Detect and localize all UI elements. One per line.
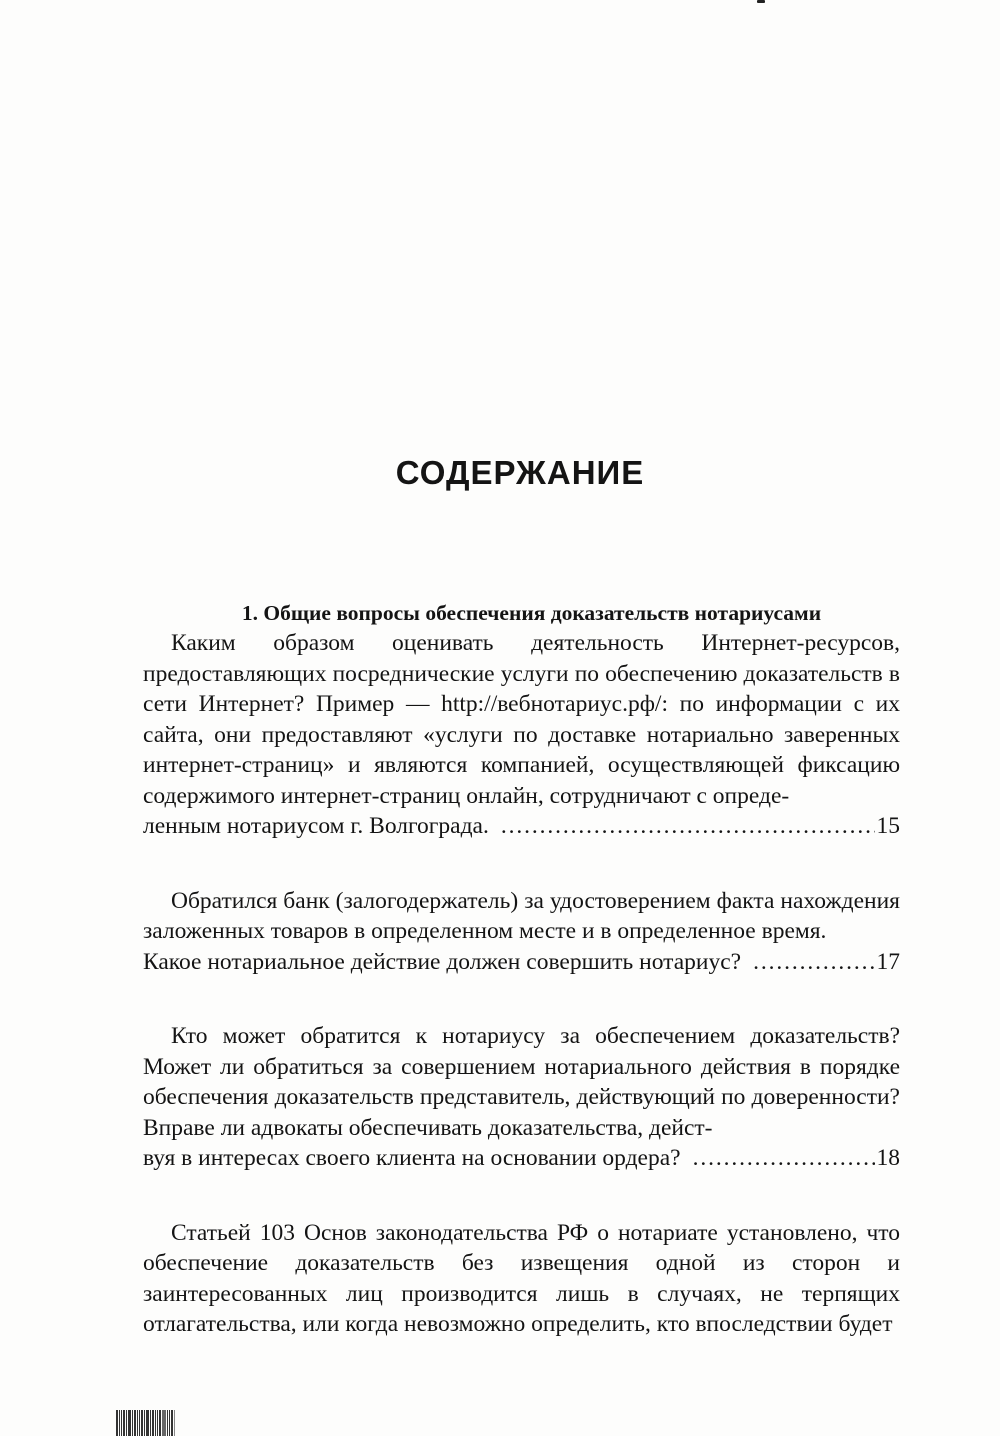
toc-entry-last-line <box>143 947 900 978</box>
spacer <box>143 842 900 886</box>
toc-entry-text: Статьей 103 Основ законодательства РФ о нотариате установлено, что обеспечение доказательств без извещения одной из сторон и заинтересованных лиц производится лишь в случаях, не терпящих отлагательства, или когда невозможно определить, кто впоследствии будет <box>143 1219 900 1337</box>
table-of-contents <box>143 598 900 1340</box>
dot-leader <box>501 811 875 842</box>
toc-entry-1[interactable] <box>143 628 900 842</box>
toc-entry-4[interactable] <box>143 1218 900 1340</box>
section-title: 1. Общие вопросы обеспечения доказательств нотариусами <box>241 601 822 625</box>
toc-entry-text: Кто может обратится к нотариусу за обеспечением доказательств? Может ли обратиться за совершением нотариального действия в порядке обеспечения доказательств представитель, действующий по доверенности? Вправе ли адвокаты обеспечивать доказательства, дейст- <box>143 1023 900 1141</box>
toc-entry-3[interactable] <box>143 1021 900 1174</box>
dot-leader <box>693 1143 875 1174</box>
toc-entry-text: Обратился банк (залогодержатель) за удостоверением факта нахождения заложенных товаров в определенном месте и в определенное время. <box>143 887 900 944</box>
toc-entry-last-text: ленным нотариусом г. Волгограда. <box>143 813 489 839</box>
page-title: СОДЕРЖАНИЕ <box>395 454 645 491</box>
toc-entry-text: Каким образом оценивать деятельность Интернет-ресурсов, предоставляющих посреднические услуги по обеспечению доказательств в сети Интернет? Пример — http://вебнотариус.рф/: по информации с их сайта, они предоставляют «услуги по доставке нотариально заверенных интернет-страниц» и являются компанией, осуществляющей фиксацию содержимого интернет-страниц онлайн, сотрудничают с опреде- <box>143 630 900 809</box>
barcode-artifact <box>116 1410 176 1436</box>
dot-leader <box>753 947 874 978</box>
toc-page-number[interactable]: 15 <box>876 813 900 839</box>
toc-entry-last-text: вуя в интересах своего клиента на основании ордера? <box>143 1145 681 1171</box>
toc-entry-last-line <box>143 811 900 842</box>
toc-entry-last-text: Какое нотариальное действие должен совершить нотариус? <box>143 948 742 975</box>
toc-page-number[interactable]: 18 <box>876 1145 900 1171</box>
toc-entry-last-line <box>143 1143 900 1174</box>
spacer <box>143 1174 900 1218</box>
spacer <box>143 977 900 1021</box>
toc-entry-2[interactable] <box>143 886 900 978</box>
toc-page-number[interactable]: 17 <box>876 948 900 975</box>
scan-artifact <box>757 0 765 3</box>
